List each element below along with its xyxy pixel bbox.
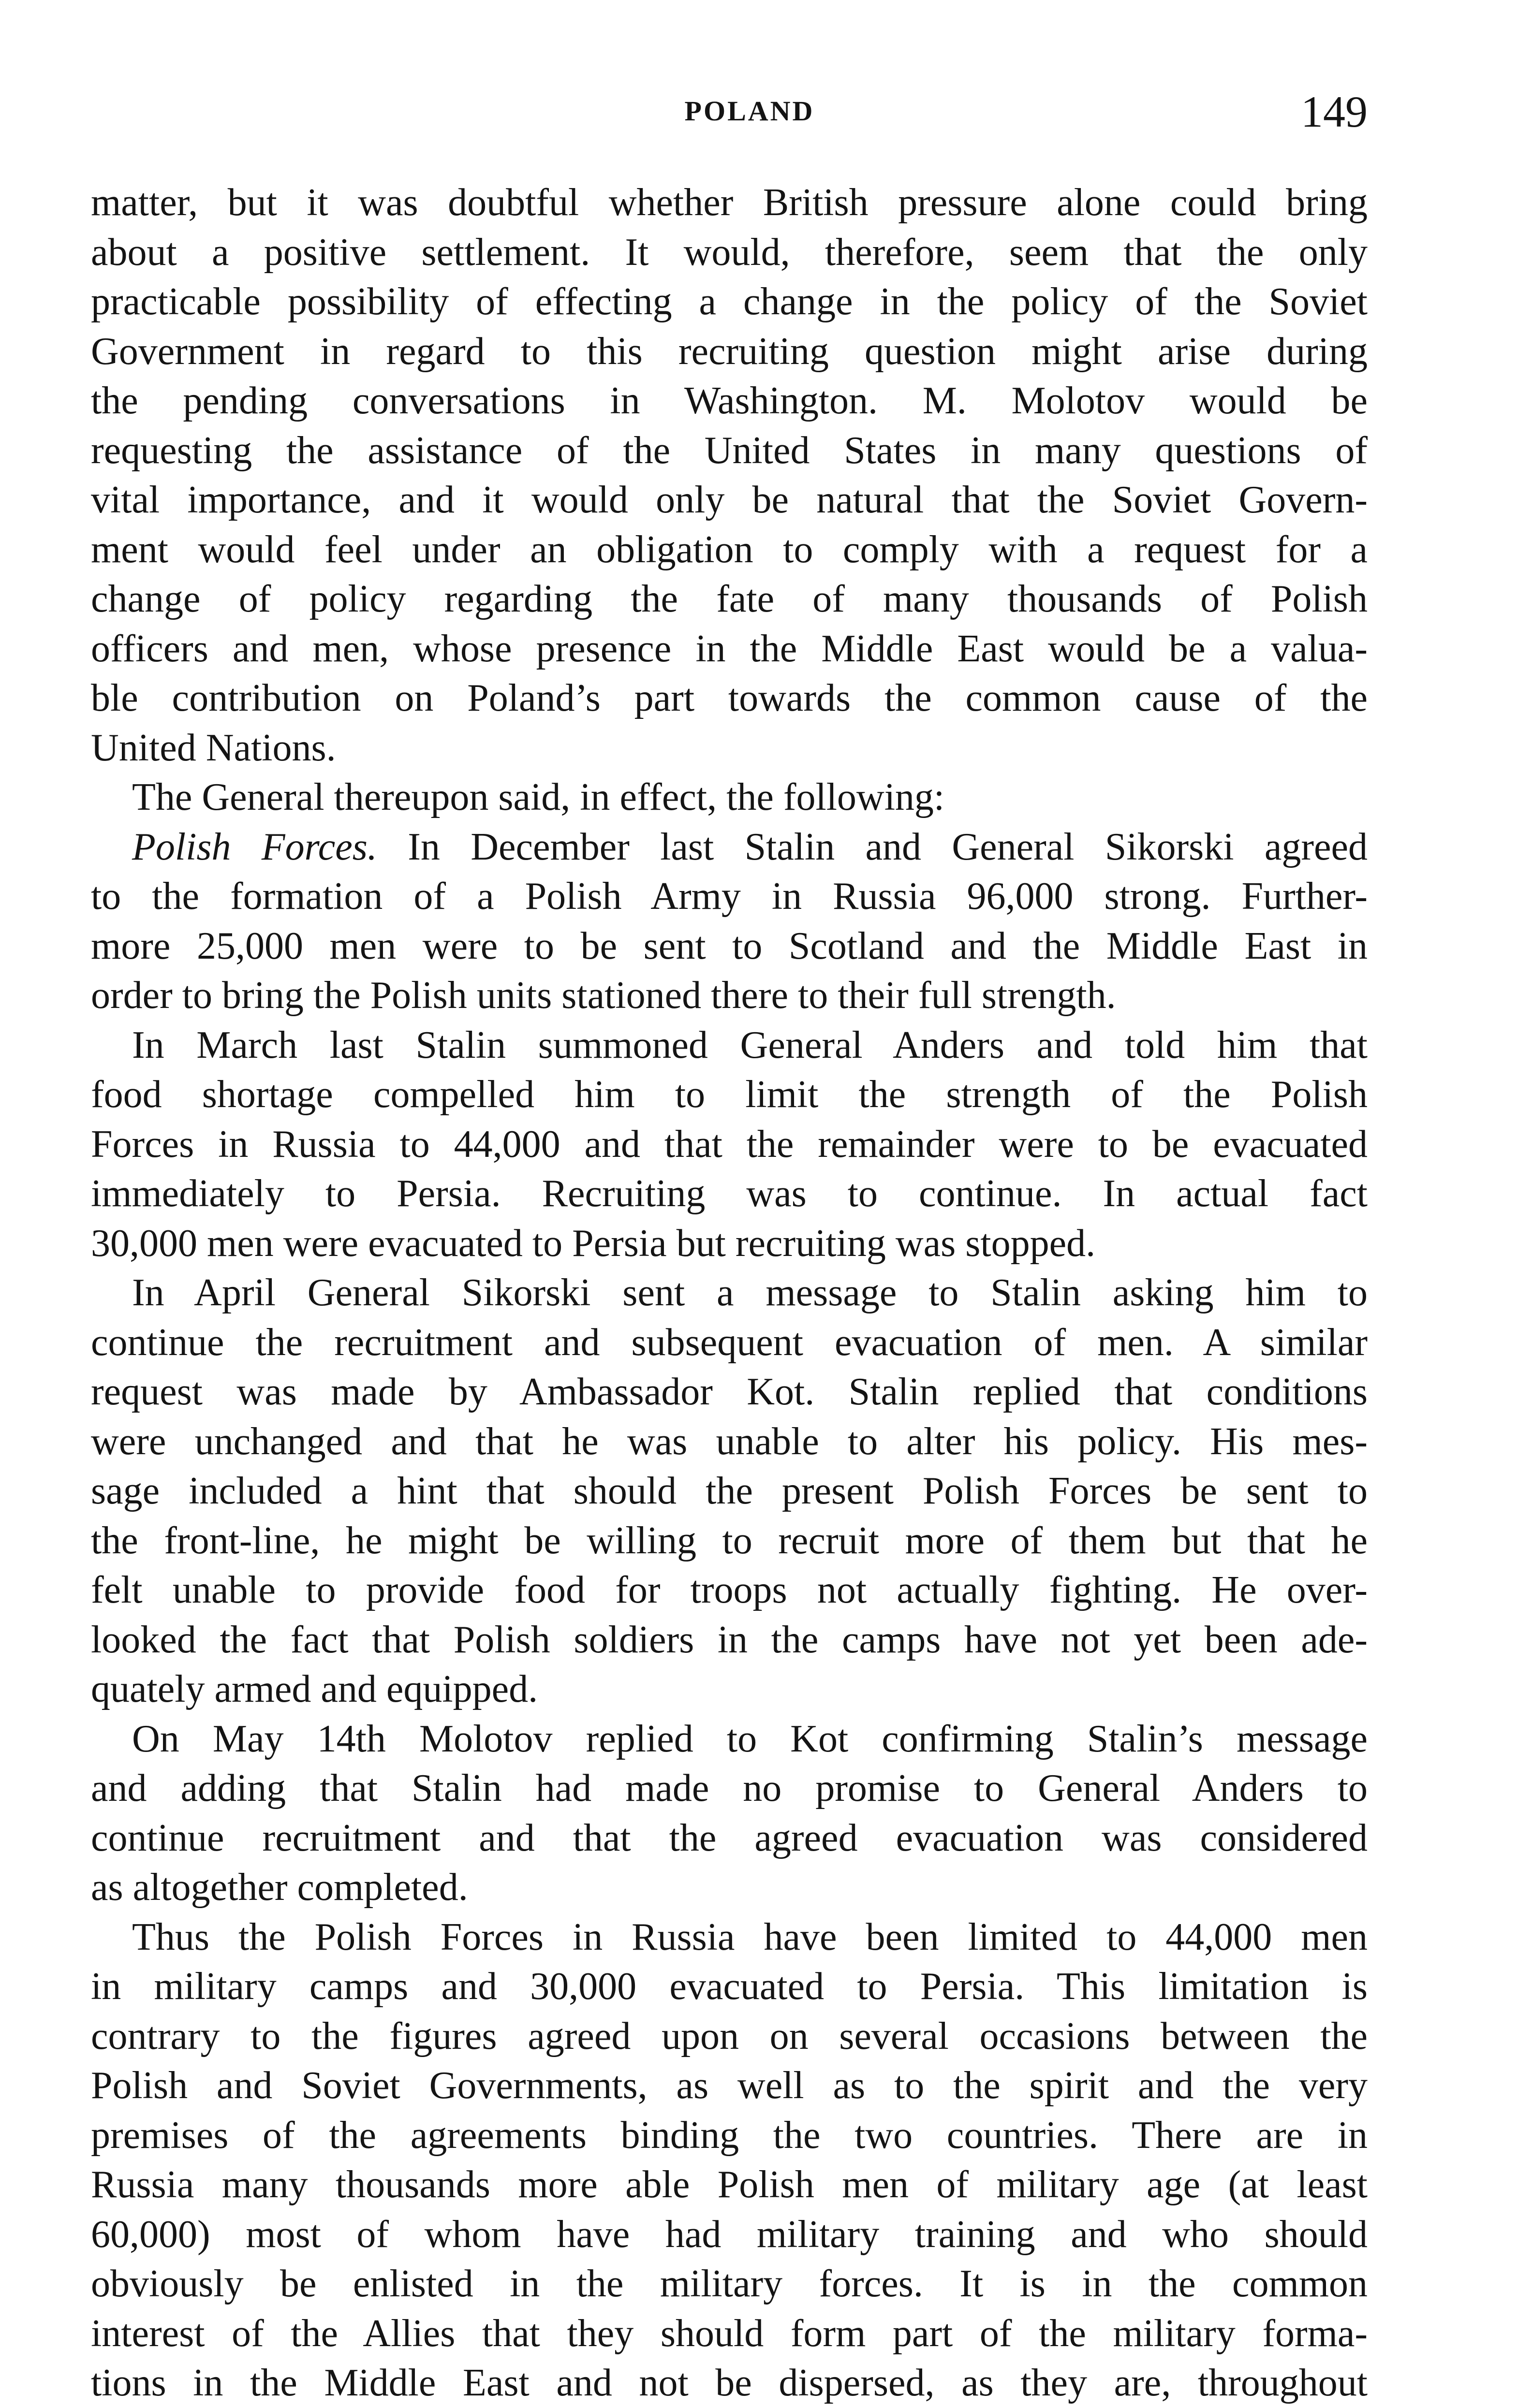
text-line-content: food shortage compelled him to limit the strength of the Polish bbox=[91, 1073, 1368, 1116]
text-line-content: immediately to Persia. Recruiting was to continue. In actual fact bbox=[91, 1172, 1368, 1215]
text-line-content: ble contribution on Poland’s part towards the common cause of the bbox=[91, 677, 1368, 719]
section-heading-italic: Polish Forces. bbox=[132, 825, 377, 868]
text-line-content: felt unable to provide food for troops not actually fighting. He over- bbox=[91, 1569, 1368, 1611]
text-line-content: Polish and Soviet Governments, as well as to the spirit and the very bbox=[91, 2064, 1368, 2107]
text-line-content: 30,000 men were evacuated to Persia but recruiting was stopped. bbox=[91, 1222, 1096, 1265]
text-line-content: In April General Sikorski sent a message to Stalin asking him to bbox=[132, 1271, 1368, 1314]
text-line-content: the front-line, he might be willing to recruit more of them but that he bbox=[91, 1519, 1368, 1562]
text-line-content: continue the recruitment and subsequent evacuation of men. A similar bbox=[91, 1321, 1368, 1364]
text-line bbox=[91, 1318, 1368, 1368]
text-line-content: 60,000) most of whom have had military training and who should bbox=[91, 2213, 1368, 2256]
text-line bbox=[91, 1120, 1368, 1169]
text-line bbox=[91, 2012, 1368, 2061]
text-line bbox=[91, 1516, 1368, 1566]
text-line-content: In December last Stalin and General Sikorski agreed bbox=[408, 825, 1368, 868]
text-line-content: Forces in Russia to 44,000 and that the remainder were to be evacuated bbox=[91, 1123, 1368, 1166]
text-line bbox=[91, 1615, 1368, 1665]
text-line bbox=[91, 475, 1368, 525]
text-line-content: about a positive settlement. It would, therefore, seem that the only bbox=[91, 231, 1368, 274]
text-line bbox=[91, 327, 1368, 377]
text-line-content: and adding that Stalin had made no promise to General Anders to bbox=[91, 1767, 1368, 1810]
text-line bbox=[91, 2309, 1368, 2359]
text-line-content: were unchanged and that he was unable to alter his policy. His mes- bbox=[91, 1420, 1368, 1463]
body-text bbox=[91, 178, 1368, 2408]
text-line-content: quately armed and equipped. bbox=[91, 1668, 538, 1710]
text-line bbox=[91, 673, 1368, 723]
text-line bbox=[91, 1962, 1368, 2012]
page-number: 149 bbox=[1301, 87, 1368, 136]
text-line bbox=[91, 1021, 1368, 1070]
text-line-content: in military camps and 30,000 evacuated to Persia. This limitation is bbox=[91, 1965, 1368, 2008]
text-line-content: change of policy regarding the fate of many thousands of Polish bbox=[91, 578, 1368, 620]
text-line bbox=[91, 2111, 1368, 2160]
text-line bbox=[91, 624, 1368, 674]
text-line-content: Thus the Polish Forces in Russia have been limited to 44,000 men bbox=[132, 1915, 1368, 1958]
text-line-content: interest of the Allies that they should form part of the military forma- bbox=[91, 2312, 1368, 2355]
text-line bbox=[91, 1764, 1368, 1813]
text-line bbox=[91, 1714, 1368, 1764]
text-line-content: ment would feel under an obligation to comply with a request for a bbox=[91, 528, 1368, 571]
text-line-content: On May 14th Molotov replied to Kot confirming Stalin’s message bbox=[132, 1717, 1368, 1760]
text-line-content: obviously be enlisted in the military forces. It is in the common bbox=[91, 2262, 1368, 2305]
text-line-content: more 25,000 men were to be sent to Scotland and the Middle East in bbox=[91, 924, 1368, 967]
text-line-content: United Nations. bbox=[91, 726, 336, 769]
text-line bbox=[91, 773, 1368, 822]
text-line-content: as altogether completed. bbox=[91, 1866, 468, 1909]
text-line bbox=[91, 2061, 1368, 2111]
text-line-content: the pending conversations in Washington. M. Molotov would be bbox=[91, 379, 1368, 422]
text-line bbox=[91, 1367, 1368, 1417]
running-head: POLAND bbox=[684, 95, 815, 127]
text-line-content: Russia many thousands more able Polish men of military age (at least bbox=[91, 2163, 1368, 2206]
text-line-content: sage included a hint that should the present Polish Forces be sent to bbox=[91, 1470, 1368, 1512]
text-line bbox=[91, 277, 1368, 327]
text-line-content: practicable possibility of effecting a change in the policy of the Soviet bbox=[91, 280, 1368, 323]
text-line-content: order to bring the Polish units stationed there to their full strength. bbox=[91, 974, 1116, 1017]
text-line-content: In March last Stalin summoned General Anders and told him that bbox=[132, 1023, 1368, 1066]
text-line bbox=[91, 1169, 1368, 1219]
text-line bbox=[91, 1813, 1368, 1863]
text-line-content: Government in regard to this recruiting question might arise during bbox=[91, 330, 1368, 373]
text-line-content: matter, but it was doubtful whether British pressure alone could bring bbox=[91, 181, 1368, 224]
text-line-content: tions in the Middle East and not be dispersed, as they are, throughout bbox=[91, 2362, 1368, 2404]
text-line-content: vital importance, and it would only be natural that the Soviet Govern- bbox=[91, 479, 1368, 521]
text-line-content: to the formation of a Polish Army in Russia 96,000 strong. Further- bbox=[91, 875, 1368, 918]
text-line bbox=[91, 178, 1368, 228]
text-line bbox=[91, 574, 1368, 624]
text-line bbox=[91, 2358, 1368, 2408]
text-line bbox=[91, 822, 1368, 872]
text-line bbox=[91, 1070, 1368, 1120]
text-line bbox=[91, 872, 1368, 921]
text-line bbox=[91, 971, 1368, 1021]
text-line bbox=[91, 2160, 1368, 2210]
text-line bbox=[91, 2259, 1368, 2309]
text-line bbox=[91, 1219, 1368, 1269]
text-line bbox=[91, 1268, 1368, 1318]
text-line bbox=[91, 1863, 1368, 1912]
text-line bbox=[91, 525, 1368, 575]
text-line-content: request was made by Ambassador Kot. Stalin replied that conditions bbox=[91, 1371, 1368, 1413]
text-line-content: The General thereupon said, in effect, the following: bbox=[132, 776, 945, 818]
text-line-content: continue recruitment and that the agreed evacuation was considered bbox=[91, 1816, 1368, 1859]
text-line-content: requesting the assistance of the United States in many questions of bbox=[91, 429, 1368, 472]
text-line bbox=[91, 2210, 1368, 2260]
text-line bbox=[91, 1664, 1368, 1714]
text-line-content: looked the fact that Polish soldiers in the camps have not yet been ade- bbox=[91, 1618, 1368, 1661]
text-line-content: officers and men, whose presence in the Middle East would be a valua- bbox=[91, 627, 1368, 670]
text-line bbox=[91, 1466, 1368, 1516]
text-line-content: contrary to the figures agreed upon on several occasions between the bbox=[91, 2014, 1368, 2058]
text-line-content: premises of the agreements binding the two countries. There are in bbox=[91, 2114, 1368, 2157]
text-line bbox=[91, 1565, 1368, 1615]
text-line bbox=[91, 426, 1368, 476]
text-line bbox=[91, 1912, 1368, 1962]
text-line bbox=[91, 376, 1368, 426]
text-line bbox=[91, 723, 1368, 773]
text-line bbox=[91, 1417, 1368, 1467]
text-line bbox=[91, 228, 1368, 277]
text-line bbox=[91, 921, 1368, 971]
